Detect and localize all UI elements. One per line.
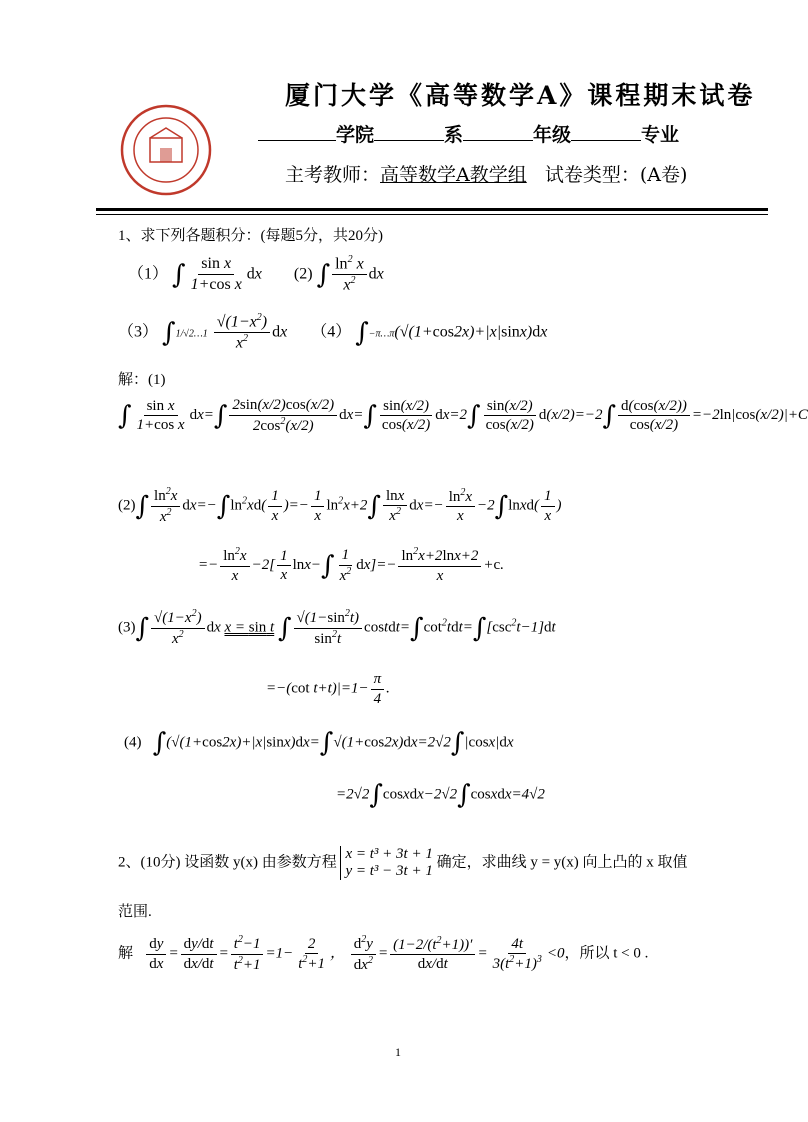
q1-title: 1、求下列各题积分：(每题5分，共20分) [118,228,383,244]
grade-blank[interactable] [463,122,533,141]
major-blank[interactable] [571,122,641,141]
student-info-line: 学院 系 年级 专业 [258,120,679,147]
q1-problem-1-2: （1） ∫ $\frac{\text{sin x}}{\text{1+cos x}}$ dx (2) ∫ $\frac{\ln^2 x}{x^2}$ dx [128,254,384,294]
q2-title: 2、(10分) 设函数 y(x) 由参数方程 x = t³ + 3t + 1 y = t³ − 3t + 1 确定，求曲线 y = y(x) 向上凸的 x 取值 [118,846,688,879]
q1-solution-3-cont: =−(cot t+t)|=1− $\frac{\pi}{4}$ . [266,671,390,707]
page-number: 1 [395,1045,401,1059]
q1-solution-4: (4) ∫(√(1+cos2x)+|x|sinx)dx=∫√(1+cos2x)dx=2√2∫|cosx|dx [124,728,514,758]
header-rule-thin [96,214,768,215]
q1-solution-1: ∫ $\frac{\text{sin x}}{\text{1+cos x}}$ dx=∫ $\frac{2\sin(x/2)\cos(x/2)}{2\cos^2(x/2)}$ dx=∫ $\frac{\sin(x/2)}{\cos(x/2)}$ dx=2∫ $\frac{\sin(x/2)}{\cos(x/2)}$ d(x/2)=−2∫ $\frac{d(\cos(x/2))}{\cos(x/2)}$ =−2ln|cos(x/2)|+C [118,397,808,434]
header-rule [96,208,768,211]
teacher-line: 主考教师：高等数学A教学组 试卷类型：(A卷) [285,164,688,186]
university-seal [120,104,212,196]
q2-continuation: 范围. [118,904,152,920]
q1-solution-2: (2)∫ $\frac{\ln^2x}{x^2}$ $dx=-\int\ln^2xd$( $\frac{1}{x}$ )=− $\frac{1}{x}$ $\ln^2x+2\int$ $\frac{\ln x}{x^2}$ dx=− $\frac{\ln^2x}{x}$ −2∫lnxd( $\frac{1}{x}$ ) [118,486,562,525]
college-blank[interactable] [258,122,336,141]
q2-solution: 解 $\frac{dy}{dx}$ = $\frac{dy/dt}{dx/dt}$ = $\frac{t^2-1}{t^2+1}$ =1− $\frac{2}{t^2+1}$ ， $\frac{d^2y}{dx^2}$ = $\frac{(1-2/(t^2+1))'}{dx/dt}$ = $\frac{4t}{3(t^2+1)^3}$ <0，所以 t < 0 . [118,934,649,973]
department-blank[interactable] [374,122,444,141]
q1-solution-4-cont: =2√2∫cosxdx−2√2∫cosxdx=4√2 [336,780,545,810]
exam-title: 厦门大学《高等数学A》课程期末试卷 [285,81,756,110]
q1-solution-2-cont: =− $\frac{\ln^2x}{x}$ −2[ $\frac{1}{x}$ lnx−∫ $\frac{1}{x^2}$ dx]=− $\frac{\ln^2x+2\ln x+2}{x}$ +c. [198,546,504,584]
q1-solution-label: 解：(1) [118,372,166,388]
q1-problem-3-4: （3） ∫1/√2…1 $\frac{√(1-x^2)}{x^2}$ dx （4） ∫−π…π(√(1+cos2x)+|x|sinx)dx [118,312,548,352]
q1-solution-3: (3)∫ $\frac{√(1-x^2)}{x^2}$ dx x = sin t ∫ $\frac{√(1-\sin^2t)}{\sin^2t}$ $costdt=\int\cot^2tdt=\int[\csc^2t-1]dt$ [118,608,556,647]
